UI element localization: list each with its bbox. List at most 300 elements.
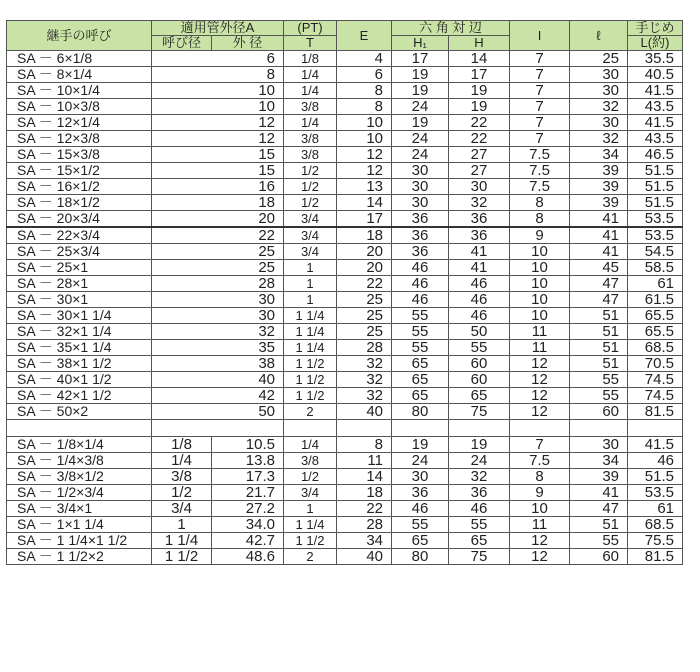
thread-size-cell: 1/4	[284, 115, 337, 131]
table-row	[7, 115, 683, 131]
i-cell: 10	[510, 292, 570, 308]
h-cell: 30	[449, 179, 510, 195]
h1-cell: 24	[392, 147, 449, 163]
grip-length-cell: 46.5	[628, 147, 683, 163]
table-row	[7, 517, 683, 533]
grip-length-cell: 53.5	[628, 485, 683, 501]
table-row	[7, 437, 683, 453]
table-row	[7, 501, 683, 517]
pipe-od-cell: 22	[152, 227, 284, 244]
grip-length-cell: 51.5	[628, 163, 683, 179]
e-cell: 20	[337, 260, 392, 276]
pipe-od-cell: 38	[152, 356, 284, 372]
i-cell: 12	[510, 356, 570, 372]
grip-length-cell: 58.5	[628, 260, 683, 276]
e-cell: 6	[337, 67, 392, 83]
joint-name-cell: SA － 1/4×3/8	[7, 453, 152, 469]
thread-size-cell: 1 1/2	[284, 388, 337, 404]
thread-size-cell: 1	[284, 276, 337, 292]
e-cell: 8	[337, 437, 392, 453]
l-cell: 47	[570, 501, 628, 517]
thread-size-cell: 3/8	[284, 147, 337, 163]
thread-size-cell: 1 1/4	[284, 340, 337, 356]
joint-name-cell: SA － 1 1/2×2	[7, 549, 152, 565]
e-cell: 28	[337, 340, 392, 356]
thread-size-cell: 2	[284, 549, 337, 565]
e-cell: 40	[337, 404, 392, 420]
l-cell: 41	[570, 227, 628, 244]
h-cell: 46	[449, 276, 510, 292]
pipe-od-cell: 20	[152, 211, 284, 228]
header-h: H	[449, 36, 510, 51]
thread-size-cell: 3/4	[284, 485, 337, 501]
i-cell: 12	[510, 549, 570, 565]
l-cell: 25	[570, 51, 628, 67]
h-cell: 27	[449, 147, 510, 163]
joint-name-cell: SA － 42×1 1/2	[7, 388, 152, 404]
e-cell: 18	[337, 485, 392, 501]
h-cell: 41	[449, 244, 510, 260]
h-cell: 36	[449, 211, 510, 228]
i-cell: 9	[510, 485, 570, 501]
h-cell: 32	[449, 469, 510, 485]
thread-size-cell: 1 1/4	[284, 324, 337, 340]
outer-diameter-cell: 13.8	[212, 453, 284, 469]
table-row	[7, 99, 683, 115]
table-row	[7, 533, 683, 549]
table-row	[7, 163, 683, 179]
h1-cell: 36	[392, 244, 449, 260]
nominal-size-cell: 1	[152, 517, 212, 533]
nominal-size-cell: 1/4	[152, 453, 212, 469]
thread-size-cell: 1	[284, 292, 337, 308]
joint-name-cell: SA － 25×1	[7, 260, 152, 276]
h1-cell: 19	[392, 437, 449, 453]
l-cell: 51	[570, 356, 628, 372]
l-cell: 34	[570, 453, 628, 469]
h-cell: 14	[449, 51, 510, 67]
h-cell: 32	[449, 195, 510, 211]
i-cell: 11	[510, 340, 570, 356]
l-cell: 60	[570, 549, 628, 565]
l-cell: 47	[570, 292, 628, 308]
grip-length-cell: 53.5	[628, 211, 683, 228]
e-cell: 10	[337, 115, 392, 131]
joint-name-cell: SA － 15×1/2	[7, 163, 152, 179]
h-cell: 46	[449, 308, 510, 324]
h-cell: 50	[449, 324, 510, 340]
spec-table-wrapper	[6, 20, 683, 565]
h1-cell: 30	[392, 195, 449, 211]
i-cell: 7.5	[510, 163, 570, 179]
h1-cell: 55	[392, 324, 449, 340]
i-cell: 11	[510, 517, 570, 533]
pipe-od-cell: 12	[152, 115, 284, 131]
grip-length-cell: 54.5	[628, 244, 683, 260]
i-cell: 7	[510, 437, 570, 453]
l-cell: 51	[570, 517, 628, 533]
joint-name-cell: SA － 25×3/4	[7, 244, 152, 260]
h-cell: 41	[449, 260, 510, 276]
grip-length-cell: 51.5	[628, 195, 683, 211]
thread-size-cell: 2	[284, 404, 337, 420]
grip-length-cell: 68.5	[628, 517, 683, 533]
pipe-od-cell: 25	[152, 244, 284, 260]
outer-diameter-cell: 34.0	[212, 517, 284, 533]
grip-length-cell: 46	[628, 453, 683, 469]
e-cell: 8	[337, 99, 392, 115]
joint-name-cell: SA － 20×3/4	[7, 211, 152, 228]
table-row	[7, 227, 683, 244]
e-cell: 32	[337, 388, 392, 404]
e-cell: 12	[337, 163, 392, 179]
grip-length-cell: 53.5	[628, 227, 683, 244]
l-cell: 41	[570, 244, 628, 260]
thread-size-cell: 3/8	[284, 453, 337, 469]
joint-name-cell: SA － 28×1	[7, 276, 152, 292]
grip-length-cell: 65.5	[628, 308, 683, 324]
outer-diameter-cell: 21.7	[212, 485, 284, 501]
pipe-od-cell: 15	[152, 147, 284, 163]
pipe-od-cell: 10	[152, 83, 284, 99]
e-cell: 11	[337, 453, 392, 469]
i-cell: 7	[510, 99, 570, 115]
grip-length-cell: 75.5	[628, 533, 683, 549]
thread-size-cell: 1 1/4	[284, 517, 337, 533]
table-row	[7, 276, 683, 292]
h-cell: 22	[449, 115, 510, 131]
l-cell: 51	[570, 324, 628, 340]
joint-name-cell: SA － 3/4×1	[7, 501, 152, 517]
e-cell: 12	[337, 147, 392, 163]
thread-size-cell: 3/4	[284, 211, 337, 228]
table-body-section-2	[7, 437, 683, 565]
grip-length-cell: 43.5	[628, 131, 683, 147]
table-row	[7, 211, 683, 228]
thread-size-cell: 3/4	[284, 244, 337, 260]
grip-length-cell: 74.5	[628, 388, 683, 404]
grip-length-cell: 51.5	[628, 469, 683, 485]
table-row	[7, 195, 683, 211]
grip-length-cell: 61	[628, 501, 683, 517]
h-cell: 60	[449, 372, 510, 388]
joint-name-cell: SA － 8×1/4	[7, 67, 152, 83]
table-row	[7, 244, 683, 260]
h1-cell: 19	[392, 67, 449, 83]
grip-length-cell: 43.5	[628, 99, 683, 115]
h-cell: 22	[449, 131, 510, 147]
thread-size-cell: 1/2	[284, 195, 337, 211]
table-row	[7, 324, 683, 340]
header-pipe-od: 適用管外径A	[152, 21, 284, 36]
outer-diameter-cell: 27.2	[212, 501, 284, 517]
h1-cell: 36	[392, 227, 449, 244]
h1-cell: 36	[392, 211, 449, 228]
i-cell: 7	[510, 67, 570, 83]
h-cell: 46	[449, 501, 510, 517]
i-cell: 12	[510, 372, 570, 388]
h-cell: 75	[449, 404, 510, 420]
h-cell: 60	[449, 356, 510, 372]
thread-size-cell: 1/2	[284, 469, 337, 485]
h1-cell: 80	[392, 404, 449, 420]
thread-size-cell: 1/4	[284, 67, 337, 83]
h-cell: 19	[449, 83, 510, 99]
i-cell: 12	[510, 404, 570, 420]
i-cell: 12	[510, 388, 570, 404]
l-cell: 45	[570, 260, 628, 276]
h1-cell: 30	[392, 469, 449, 485]
i-cell: 8	[510, 469, 570, 485]
h1-cell: 55	[392, 308, 449, 324]
outer-diameter-cell: 17.3	[212, 469, 284, 485]
thread-size-cell: 3/8	[284, 99, 337, 115]
thread-size-cell: 1/2	[284, 163, 337, 179]
pipe-od-cell: 16	[152, 179, 284, 195]
table-row	[7, 67, 683, 83]
i-cell: 8	[510, 195, 570, 211]
e-cell: 14	[337, 195, 392, 211]
thread-size-cell: 1/4	[284, 83, 337, 99]
table-row	[7, 260, 683, 276]
table-row	[7, 469, 683, 485]
l-cell: 47	[570, 276, 628, 292]
joint-name-cell: SA － 50×2	[7, 404, 152, 420]
i-cell: 10	[510, 308, 570, 324]
l-cell: 30	[570, 115, 628, 131]
table-row	[7, 388, 683, 404]
pipe-od-cell: 35	[152, 340, 284, 356]
grip-length-cell: 61	[628, 276, 683, 292]
table-header	[7, 21, 683, 51]
h-cell: 75	[449, 549, 510, 565]
thread-size-cell: 1	[284, 501, 337, 517]
joint-name-cell: SA － 10×1/4	[7, 83, 152, 99]
grip-length-cell: 35.5	[628, 51, 683, 67]
h-cell: 24	[449, 453, 510, 469]
nominal-size-cell: 1/2	[152, 485, 212, 501]
header-hex: 六 角 対 辺	[392, 21, 510, 36]
h1-cell: 19	[392, 115, 449, 131]
l-cell: 51	[570, 340, 628, 356]
thread-size-cell: 1 1/2	[284, 356, 337, 372]
joint-name-cell: SA － 3/8×1/2	[7, 469, 152, 485]
pipe-od-cell: 30	[152, 292, 284, 308]
e-cell: 8	[337, 83, 392, 99]
e-cell: 32	[337, 372, 392, 388]
table-row	[7, 292, 683, 308]
e-cell: 4	[337, 51, 392, 67]
joint-name-cell: SA － 35×1 1/4	[7, 340, 152, 356]
h-cell: 19	[449, 99, 510, 115]
header-pt-bottom: T	[284, 36, 337, 51]
pipe-od-cell: 30	[152, 308, 284, 324]
l-cell: 30	[570, 83, 628, 99]
thread-size-cell: 1	[284, 260, 337, 276]
e-cell: 17	[337, 211, 392, 228]
thread-size-cell: 1 1/2	[284, 372, 337, 388]
i-cell: 7	[510, 131, 570, 147]
e-cell: 10	[337, 131, 392, 147]
h-cell: 27	[449, 163, 510, 179]
h1-cell: 55	[392, 340, 449, 356]
table-row	[7, 404, 683, 420]
joint-name-cell: SA － 1×1 1/4	[7, 517, 152, 533]
nominal-size-cell: 1/8	[152, 437, 212, 453]
i-cell: 10	[510, 260, 570, 276]
i-cell: 10	[510, 501, 570, 517]
l-cell: 41	[570, 485, 628, 501]
table-gap	[7, 420, 683, 437]
pipe-od-cell: 8	[152, 67, 284, 83]
table-row	[7, 308, 683, 324]
joint-name-cell: SA － 30×1	[7, 292, 152, 308]
grip-length-cell: 61.5	[628, 292, 683, 308]
i-cell: 10	[510, 244, 570, 260]
l-cell: 34	[570, 147, 628, 163]
e-cell: 22	[337, 501, 392, 517]
joint-name-cell: SA － 18×1/2	[7, 195, 152, 211]
h1-cell: 65	[392, 372, 449, 388]
spec-table	[6, 20, 683, 565]
pipe-od-cell: 50	[152, 404, 284, 420]
pipe-od-cell: 32	[152, 324, 284, 340]
grip-length-cell: 81.5	[628, 404, 683, 420]
pipe-od-cell: 42	[152, 388, 284, 404]
table-row	[7, 453, 683, 469]
pipe-od-cell: 28	[152, 276, 284, 292]
l-cell: 39	[570, 163, 628, 179]
nominal-size-cell: 3/8	[152, 469, 212, 485]
grip-length-cell: 40.5	[628, 67, 683, 83]
e-cell: 25	[337, 324, 392, 340]
h-cell: 65	[449, 388, 510, 404]
h1-cell: 55	[392, 517, 449, 533]
i-cell: 7.5	[510, 179, 570, 195]
h1-cell: 46	[392, 260, 449, 276]
joint-name-cell: SA － 30×1 1/4	[7, 308, 152, 324]
l-cell: 51	[570, 308, 628, 324]
table-row	[7, 372, 683, 388]
pipe-od-cell: 25	[152, 260, 284, 276]
table-body-section-1	[7, 51, 683, 420]
h-cell: 65	[449, 533, 510, 549]
i-cell: 12	[510, 533, 570, 549]
joint-name-cell: SA － 1 1/4×1 1/2	[7, 533, 152, 549]
l-cell: 55	[570, 388, 628, 404]
h-cell: 55	[449, 340, 510, 356]
outer-diameter-cell: 48.6	[212, 549, 284, 565]
table-row	[7, 179, 683, 195]
grip-length-cell: 70.5	[628, 356, 683, 372]
table-row	[7, 83, 683, 99]
outer-diameter-cell: 10.5	[212, 437, 284, 453]
h1-cell: 24	[392, 131, 449, 147]
header-joint-name: 継手の呼び	[7, 21, 152, 51]
header-grip-bottom: L(約)	[628, 36, 683, 51]
l-cell: 60	[570, 404, 628, 420]
l-cell: 32	[570, 131, 628, 147]
h1-cell: 46	[392, 292, 449, 308]
i-cell: 9	[510, 227, 570, 244]
header-h1: H₁	[392, 36, 449, 51]
nominal-size-cell: 1 1/2	[152, 549, 212, 565]
i-cell: 7	[510, 115, 570, 131]
joint-name-cell: SA － 12×3/8	[7, 131, 152, 147]
h1-cell: 80	[392, 549, 449, 565]
h-cell: 46	[449, 292, 510, 308]
e-cell: 32	[337, 356, 392, 372]
table-row	[7, 147, 683, 163]
l-cell: 55	[570, 372, 628, 388]
l-cell: 39	[570, 469, 628, 485]
h1-cell: 36	[392, 485, 449, 501]
pipe-od-cell: 6	[152, 51, 284, 67]
h1-cell: 46	[392, 276, 449, 292]
h-cell: 55	[449, 517, 510, 533]
header-l: ℓ	[570, 21, 628, 51]
nominal-size-cell: 1 1/4	[152, 533, 212, 549]
joint-name-cell: SA － 32×1 1/4	[7, 324, 152, 340]
h-cell: 17	[449, 67, 510, 83]
l-cell: 39	[570, 195, 628, 211]
header-i: I	[510, 21, 570, 51]
table-row	[7, 549, 683, 565]
pipe-od-cell: 18	[152, 195, 284, 211]
table-row	[7, 131, 683, 147]
e-cell: 25	[337, 308, 392, 324]
nominal-size-cell: 3/4	[152, 501, 212, 517]
h1-cell: 65	[392, 533, 449, 549]
i-cell: 7	[510, 51, 570, 67]
l-cell: 30	[570, 437, 628, 453]
header-gai-kei: 外 径	[212, 36, 284, 51]
e-cell: 14	[337, 469, 392, 485]
grip-length-cell: 81.5	[628, 549, 683, 565]
h1-cell: 30	[392, 179, 449, 195]
h1-cell: 46	[392, 501, 449, 517]
joint-name-cell: SA － 22×3/4	[7, 227, 152, 244]
grip-length-cell: 74.5	[628, 372, 683, 388]
grip-length-cell: 41.5	[628, 437, 683, 453]
joint-name-cell: SA － 15×3/8	[7, 147, 152, 163]
header-grip-top: 手じめ	[628, 21, 683, 36]
i-cell: 10	[510, 276, 570, 292]
joint-name-cell: SA － 16×1/2	[7, 179, 152, 195]
thread-size-cell: 3/8	[284, 131, 337, 147]
thread-size-cell: 1/4	[284, 437, 337, 453]
h1-cell: 30	[392, 163, 449, 179]
table-row	[7, 356, 683, 372]
header-e: E	[337, 21, 392, 51]
e-cell: 34	[337, 533, 392, 549]
i-cell: 7.5	[510, 453, 570, 469]
thread-size-cell: 1/8	[284, 51, 337, 67]
thread-size-cell: 3/4	[284, 227, 337, 244]
header-yobi-kei: 呼び径	[152, 36, 212, 51]
grip-length-cell: 51.5	[628, 179, 683, 195]
joint-name-cell: SA － 1/8×1/4	[7, 437, 152, 453]
l-cell: 41	[570, 211, 628, 228]
l-cell: 32	[570, 99, 628, 115]
grip-length-cell: 41.5	[628, 83, 683, 99]
thread-size-cell: 1 1/4	[284, 308, 337, 324]
e-cell: 18	[337, 227, 392, 244]
i-cell: 8	[510, 211, 570, 228]
joint-name-cell: SA － 1/2×3/4	[7, 485, 152, 501]
h1-cell: 24	[392, 453, 449, 469]
joint-name-cell: SA － 10×3/8	[7, 99, 152, 115]
